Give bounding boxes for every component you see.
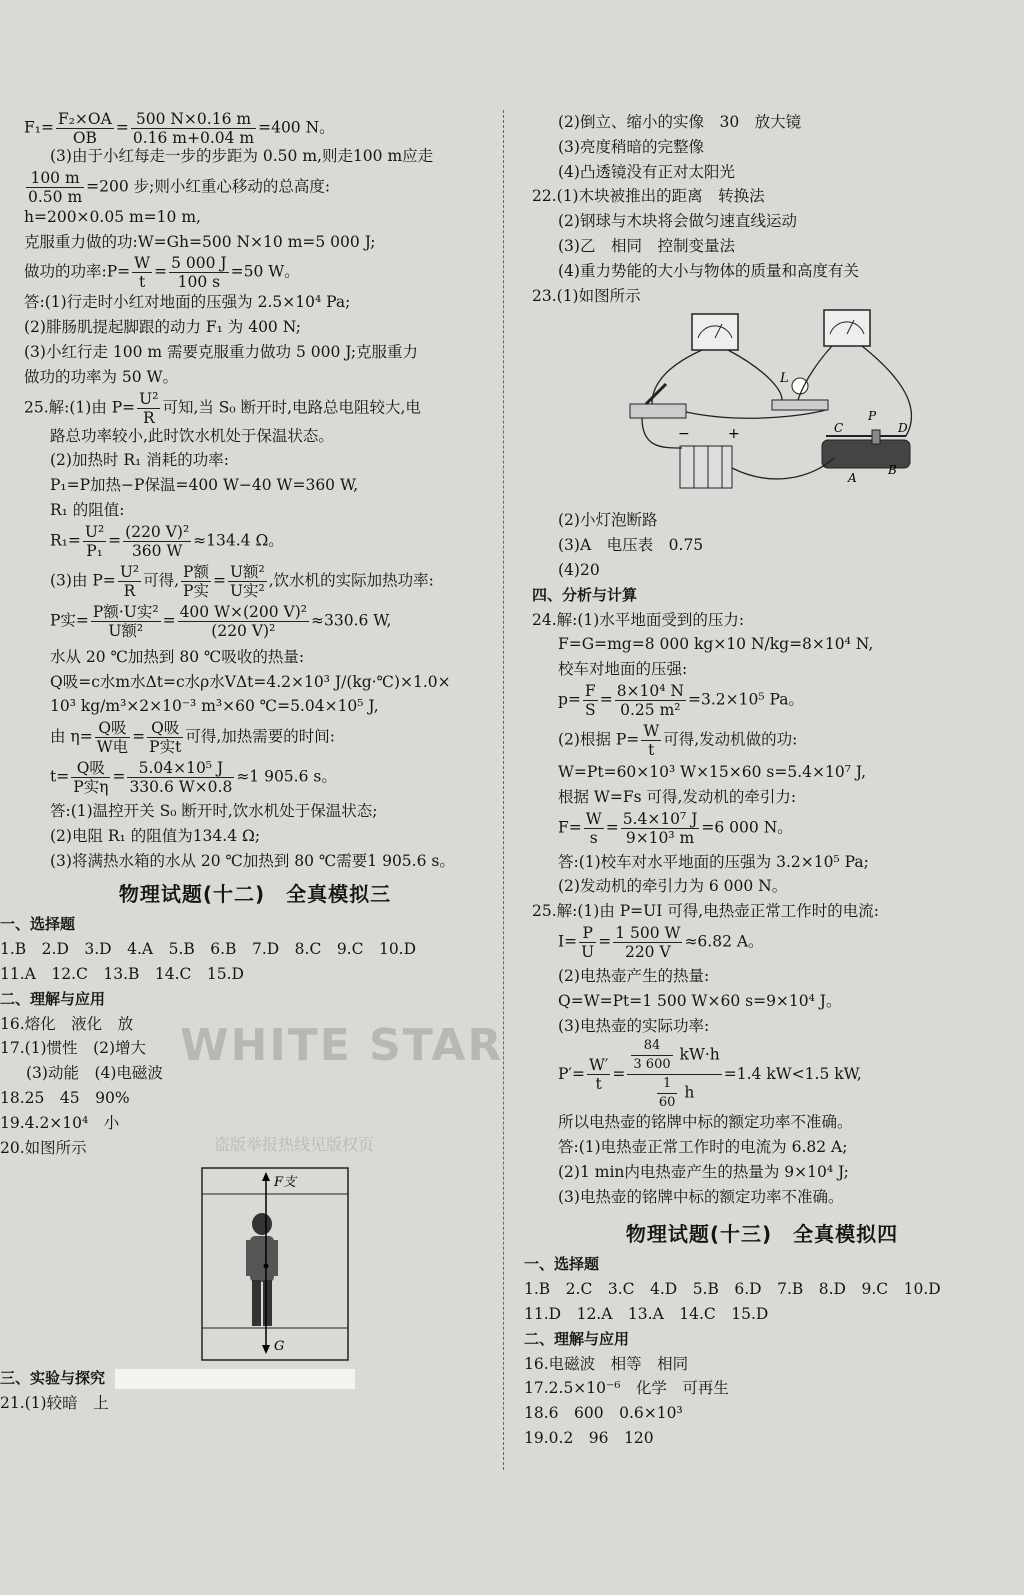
- answer-line: (3)动能 (4)电磁波: [26, 1064, 163, 1083]
- answer-line: 16.熔化 液化 放: [0, 1014, 134, 1033]
- answer-line: (3)亮度稍暗的完整像: [558, 137, 704, 156]
- section-title-12: 物理试题(十二) 全真模拟三: [118, 881, 392, 906]
- answer-line: 18.25 45 90%: [0, 1088, 130, 1107]
- answer-line: 所以电热壶的铭牌中标的额定功率不准确。: [558, 1113, 853, 1132]
- answer-line: 19.4.2×10⁴ 小: [0, 1113, 120, 1132]
- section-heading: 三、实验与探究: [0, 1366, 486, 1391]
- formula-actual-power: P′= $\frac{W'}{t}$ = $\frac{84}{3 600}$ kW·h $\frac{1}{60}$ h =1.4 kW<1.5 kW,: [558, 1037, 862, 1110]
- formula-time: t= $\frac{\text{Q吸}}{\text{P实η}}$ = $\frac{\text{5.04×10⁵ J}}{330.6 W\times 0.8}$ ≈1 905.6 s。: [50, 759, 337, 797]
- text-line: Q吸=c水m水Δt=c水ρ水VΔt=4.2×10³ J/(kg·℃)×1.0×: [50, 672, 451, 691]
- answer-line: (3)电热壶的实际功率:: [558, 1016, 710, 1035]
- formula-eta: 由 η= $\frac{\text{Q吸}}{\text{W电}}$ = $\frac{\text{Q吸}}{\text{P实t}}$ 可得,加热需要的时间:: [50, 719, 335, 757]
- section-heading: 二、理解与应用: [0, 989, 106, 1008]
- redacted-block: [115, 1369, 355, 1389]
- text-line: 答:(1)温控开关 S₀ 断开时,饮水机处于保温状态;: [50, 802, 378, 821]
- answer-line: 16.电磁波 相等 相同: [524, 1354, 689, 1373]
- section-heading: 二、理解与应用: [524, 1329, 630, 1348]
- formula-steps: $\frac{100 m}{0.50 m}$ =200 步;则小红重心移动的总高度:: [28, 168, 331, 206]
- answer-line: 答:(1)校车对水平地面的压强为 3.2×10⁵ Pa;: [558, 852, 869, 871]
- answer-line: (3)乙 相同 控制变量法: [558, 236, 735, 255]
- answer-line: 24.解:(1)水平地面受到的压力:: [532, 610, 745, 629]
- text-line: 答:(1)行走时小红对地面的压强为 2.5×10⁴ Pa;: [24, 293, 351, 312]
- battery-plus-label: +: [728, 426, 740, 443]
- section-title-13: 物理试题(十三) 全真模拟四: [625, 1221, 899, 1246]
- rheostat-label-a: A: [848, 471, 857, 486]
- formula-work: (2)根据 P= $\frac{W}{t}$ 可得,发动机做的功:: [558, 721, 798, 759]
- text-line: 10³ kg/m³×2×10⁻³ m³×60 ℃=5.04×10⁵ J,: [50, 697, 379, 716]
- answer-line: 校车对地面的压强:: [558, 660, 688, 679]
- text-line: h=200×0.05 m=10 m,: [24, 207, 201, 226]
- text-line: (3)由于小红每走一步的步距为 0.50 m,则走100 m应走: [50, 147, 434, 165]
- answer-line: (3)电热壶的铭牌中标的额定功率不准确。: [558, 1187, 844, 1206]
- figure-20-force-diagram: [24, 1166, 486, 1366]
- text-line: (2)电阻 R₁ 的阻值为134.4 Ω;: [50, 826, 261, 845]
- answer-line: 25.解:(1)由 P=UI 可得,电热壶正常工作时的电流:: [532, 902, 879, 921]
- battery-minus-label: −: [678, 426, 690, 443]
- force-diagram-svg: [200, 1166, 350, 1362]
- lamp-label: L: [780, 371, 789, 387]
- text-line: 路总功率较小,此时饮水机处于保温状态。: [50, 426, 334, 445]
- section-heading: 四、分析与计算: [532, 585, 638, 604]
- text-line: 水从 20 ℃加热到 80 ℃吸收的热量:: [50, 647, 305, 666]
- text-line: P₁=P加热−P保温=400 W−40 W=360 W,: [50, 476, 359, 495]
- choice-answers: 11.D 12.A 13.A 14.C 15.D: [524, 1304, 769, 1323]
- answer-line: 根据 W=Fs 可得,发动机的牵引力:: [558, 787, 797, 806]
- left-column: [0, 110, 486, 1416]
- formula-f1: F₁= $\frac{\text{F₂×OA}}{OB}$ = $\frac{500 N\times 0.16 m}{0.16 m+0.04 m}$ =400 N。: [24, 110, 335, 147]
- section-heading: 一、选择题: [0, 915, 76, 934]
- text-line: (3)将满热水箱的水从 20 ℃加热到 80 ℃需要1 905.6 s。: [50, 851, 455, 870]
- answer-line: 23.(1)如图所示: [532, 286, 641, 305]
- formula-q25: 25.解:(1)由 P= $\frac{\text{U²}}{R}$ 可知,当 S₀ 断开时,电路总电阻较大,电: [24, 389, 421, 427]
- formula-force: F= $\frac{W}{s}$ = $\frac{\text{5.4×10⁷ J}}{\text{9×10³ m}}$ =6 000 N。: [558, 809, 793, 847]
- answer-line: 21.(1)较暗 上: [0, 1394, 109, 1413]
- text-line: (3)小红行走 100 m 需要克服重力做功 5 000 J;克服重力: [24, 342, 419, 361]
- formula-current: I= $\frac{P}{U}$ = $\frac{1 500 W}{220 V}$ ≈6.82 A。: [558, 923, 764, 961]
- answer-line: (2)1 min内电热壶产生的热量为 9×10⁴ J;: [558, 1162, 849, 1181]
- answer-line: 20.如图所示: [0, 1138, 87, 1157]
- section-heading: 一、选择题: [524, 1255, 600, 1274]
- answer-line: 答:(1)电热壶正常工作时的电流为 6.82 A;: [558, 1138, 848, 1157]
- answer-line: (4)重力势能的大小与物体的质量和高度有关: [558, 261, 859, 280]
- rheostat-label-d: D: [898, 421, 908, 436]
- formula-ratio: (3)由 P= $\frac{\text{U²}}{R}$ 可得, $\frac{\text{P额}}{\text{P实}}$ = $\frac{\text{U额²}}{\text{U实²}}$ ,饮水机的实际加热功率:: [50, 562, 434, 600]
- answer-line: 17.(1)惯性 (2)增大: [0, 1039, 147, 1058]
- formula-r1: R₁= $\frac{\text{U²}}{\text{P₁}}$ = $\frac{\text{(220 V)²}}{360 W}$ ≈134.4 Ω。: [50, 522, 284, 560]
- answer-line: F=G=mg=8 000 kg×10 N/kg=8×10⁴ N,: [558, 635, 874, 654]
- force-label-gravity: G: [274, 1339, 285, 1355]
- answer-line: 18.6 600 0.6×10³: [524, 1404, 683, 1423]
- formula-power: 做功的功率:P= $\frac{W}{t}$ = $\frac{5 000 J}{100 s}$ =50 W。: [24, 254, 300, 292]
- choice-answers: 1.B 2.D 3.D 4.A 5.B 6.B 7.D 8.C 9.C 10.D: [0, 940, 417, 959]
- rheostat-label-p: P: [868, 409, 877, 424]
- rheostat-label-b: B: [888, 463, 897, 478]
- column-divider: [503, 110, 504, 1470]
- answer-line: (2)电热壶产生的热量:: [558, 966, 710, 985]
- answer-line: (3)A 电压表 0.75: [558, 536, 704, 555]
- formula-pressure: p= $\frac{F}{S}$ = $\frac{\text{8×10⁴ N}}{\text{0.25 m²}}$ =3.2×10⁵ Pa。: [558, 681, 804, 719]
- answer-line: 19.0.2 96 120: [524, 1428, 654, 1447]
- answer-line: (4)凸透镜没有正对太阳光: [558, 162, 735, 181]
- right-column: [524, 110, 992, 1451]
- answer-line: (4)20: [558, 560, 600, 579]
- answer-line: 22.(1)木块被推出的距离 转换法: [532, 187, 765, 206]
- answer-line: 17.2.5×10⁻⁶ 化学 可再生: [524, 1379, 729, 1398]
- answer-line: W=Pt=60×10³ W×15×60 s=5.4×10⁷ J,: [558, 762, 867, 781]
- answer-line: (2)小灯泡断路: [558, 511, 658, 530]
- watermark-notice: 盗版举报热线见版权页: [214, 1135, 375, 1154]
- text-line: 克服重力做的功:W=Gh=500 N×10 m=5 000 J;: [24, 232, 376, 251]
- text-line: R₁ 的阻值:: [50, 500, 125, 519]
- choice-answers: 11.A 12.C 13.B 14.C 15.D: [0, 964, 244, 983]
- force-label-support: F支: [274, 1175, 297, 1191]
- answer-line: (2)倒立、缩小的实像 30 放大镜: [558, 113, 802, 131]
- rheostat-label-c: C: [834, 421, 844, 436]
- answer-line: (2)发动机的牵引力为 6 000 N。: [558, 877, 788, 896]
- choice-answers: 1.B 2.C 3.C 4.D 5.B 6.D 7.B 8.D 9.C 10.D: [524, 1280, 941, 1299]
- text-line: (2)腓肠肌提起脚跟的动力 F₁ 为 400 N;: [24, 318, 301, 337]
- text-line: (2)加热时 R₁ 消耗的功率:: [50, 451, 229, 470]
- text-line: 做功的功率为 50 W。: [24, 367, 179, 386]
- answer-line: Q=W=Pt=1 500 W×60 s=9×10⁴ J。: [558, 991, 842, 1010]
- answer-line: (2)钢球与木块将会做匀速直线运动: [558, 212, 797, 231]
- formula-p-actual: P实= $\frac{\text{P额·U实²}}{\text{U额²}}$ = $\frac{\text{400 W×(200 V)²}}{\text{(220 V)²}}$ ≈330.6 W,: [50, 602, 392, 640]
- circuit-svg: [622, 308, 942, 504]
- watermark-brand: WHITE STAR: [180, 1020, 504, 1071]
- figure-23-circuit: [532, 308, 992, 508]
